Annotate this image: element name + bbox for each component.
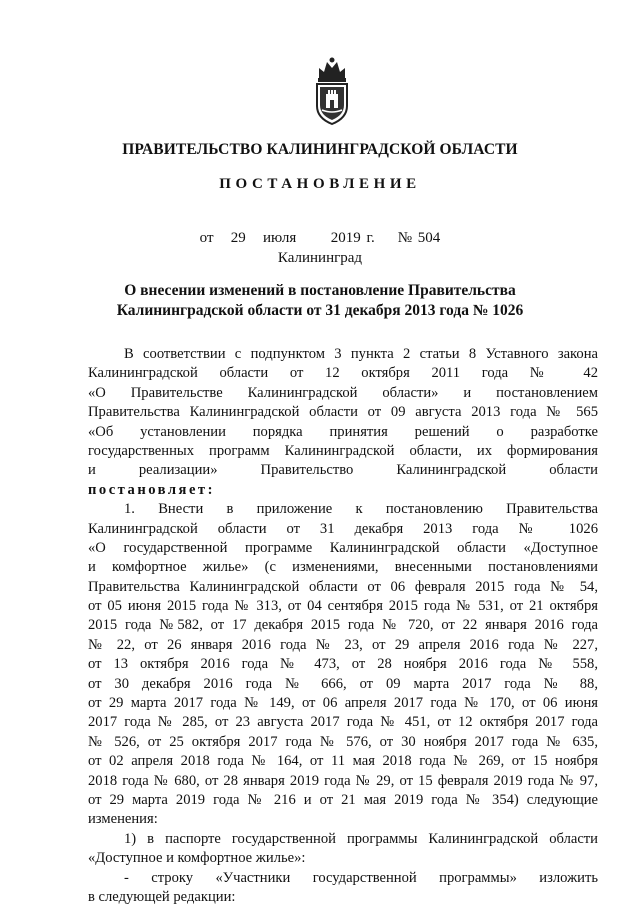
document-date-line xyxy=(0,230,640,247)
body-line: от 13 октября 2016 года № 473, от 28 ноября 2016 года № 558, xyxy=(88,656,598,673)
body-line: в следующей редакции: xyxy=(88,888,236,905)
body-line: Калининградской области от 12 октября 2011 года № 42 xyxy=(88,365,598,382)
body-line: 2018 года № 680, от 28 января 2019 года № 29, от 15 февраля 2019 года № 97, xyxy=(88,772,598,789)
body-line: 2017 года № 285, от 23 августа 2017 года № 451, от 12 октября 2017 года xyxy=(88,714,598,731)
body-line: - строку «Участники государственной программы» изложить xyxy=(124,869,598,886)
body-line: «О Правительстве Калининградской области» и постановлением xyxy=(88,384,598,401)
body-line: и реализации» Правительство Калининградской области xyxy=(88,462,598,479)
body-line: В соответствии с подпунктом 3 пункта 2 статьи 8 Уставного закона xyxy=(124,346,598,362)
document-number: № 504 xyxy=(397,230,441,246)
body-line: Правительства Калининградской области от 06 февраля 2015 года № 54, xyxy=(88,578,598,595)
body-line: от 30 декабря 2016 года № 666, от 09 марта 2017 года № 88, xyxy=(88,675,598,692)
date-prefix: от xyxy=(199,230,214,246)
body-line: от 29 марта 2019 года № 216 и от 21 мая 2019 года № 354) следующие xyxy=(88,791,598,808)
body-line: государственных программ Калининградской области, их формирования xyxy=(88,442,598,459)
body-line: 1) в паспорте государственной программы Калининградской области xyxy=(124,830,598,847)
body-line: 2015 года №582, от 17 декабря 2015 года № 720, от 22 января 2016 года xyxy=(88,617,598,634)
body-line: от 29 марта 2017 года № 149, от 06 апреля 2017 года № 170, от 06 июня xyxy=(88,695,598,712)
body-line: изменения: xyxy=(88,811,158,828)
body-line: Калининградской области от 31 декабря 2013 года № 1026 xyxy=(88,520,598,537)
body-line: от 02 апреля 2018 года № 164, от 11 мая 2018 года № 269, от 15 ноября xyxy=(88,753,598,770)
body-line: № 526, от 25 октября 2017 года № 576, от 30 ноября 2017 года № 635, xyxy=(88,733,598,750)
body-line: и комфортное жилье» (с изменениями, внесенными постановлениями xyxy=(88,559,598,576)
subject-line: О внесении изменений в постановление Правительства xyxy=(124,282,516,299)
body-line: «Об установлении порядка принятия решений о разработке xyxy=(88,423,598,440)
government-title: ПРАВИТЕЛЬСТВО КАЛИНИНГРАДСКОЙ ОБЛАСТИ xyxy=(122,141,518,158)
date-day: 29 xyxy=(230,230,246,246)
body-line: Правительства Калининградской области от 09 августа 2013 года № 565 xyxy=(88,404,598,421)
body-line: № 22, от 26 января 2016 года № 23, от 29 апреля 2016 года № 227, xyxy=(88,636,598,653)
document-subject xyxy=(0,281,640,321)
date-month: июля xyxy=(263,230,297,246)
resolution-keyword: постановляет: xyxy=(88,481,215,498)
body-line: 1. Внести в приложение к постановлению Правительства xyxy=(124,501,598,518)
subject-line: Калининградской области от 31 декабря 2013 года № 1026 xyxy=(116,302,524,319)
date-year: 2019 г. xyxy=(330,230,375,246)
document-type-title: ПОСТАНОВЛЕНИЕ xyxy=(219,176,421,192)
body-line: «Доступное и комфортное жилье»: xyxy=(88,850,306,867)
body-line: «О государственной программе Калининградской области «Доступное xyxy=(88,539,598,556)
city-name: Калининград xyxy=(277,250,363,266)
coat-of-arms-emblem xyxy=(311,56,353,126)
body-line: от 05 июня 2015 года № 313, от 04 сентября 2015 года № 531, от 21 октября xyxy=(88,598,598,615)
document-body xyxy=(88,345,598,907)
